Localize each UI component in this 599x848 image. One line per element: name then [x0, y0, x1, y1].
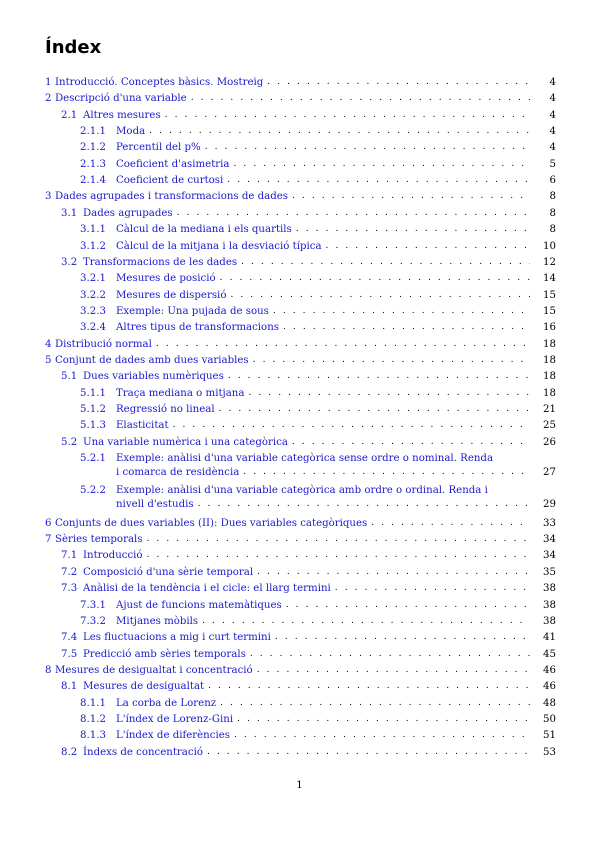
toc-entry-label: Exemple: anàlisi d'una variable categòrica amb ordre o ordinal. Renda i: [116, 485, 488, 497]
toc-entry-label: Introducció. Conceptes bàsics. Mostreig: [55, 77, 264, 88]
toc-entry-number: 8: [45, 664, 52, 676]
toc-entry-continuation[interactable]: [116, 495, 556, 511]
toc-entry-label: Dades agrupades: [83, 207, 173, 219]
toc-entry-number: 7.2: [61, 566, 78, 578]
toc-entry-number: 2.1.2: [80, 142, 106, 154]
toc-entry[interactable]: [45, 335, 556, 351]
toc-entry-label: Les fluctuacions a mig i curt termini: [83, 632, 271, 644]
toc-dot-leader: [149, 125, 530, 138]
toc-entry-number: 5.1: [61, 371, 78, 383]
toc-dot-leader: [220, 272, 530, 285]
toc-entry-label-continued: nivell d'estudis: [116, 498, 194, 510]
toc-entry-continuation[interactable]: [116, 463, 556, 479]
toc-entry-number: 3.2.3: [80, 305, 106, 317]
toc-entry-number: 7.3: [61, 583, 78, 595]
toc-entry-label: Descripció d'una variable: [55, 93, 187, 105]
toc-entry-number: 2.1.4: [80, 175, 106, 187]
toc-dot-leader: [165, 109, 530, 122]
toc-entry-label: Conjunts de dues variables (II): Dues variables categòriques: [55, 517, 368, 529]
toc-entry-label: Conjunt de dades amb dues variables: [55, 354, 249, 366]
toc-dot-leader: [283, 321, 530, 334]
toc-entry[interactable]: [80, 269, 556, 285]
toc-entry-number: 7.5: [61, 648, 78, 660]
toc-entry-page: 53: [543, 746, 556, 758]
toc-entry-number: 2.1: [61, 109, 78, 121]
toc-entry[interactable]: [45, 89, 556, 105]
toc-entry-page: 18: [543, 387, 556, 399]
toc-entry-number: 7.3.1: [80, 599, 106, 611]
toc-entry-number: 5.2.1: [80, 453, 106, 465]
toc-entry-label: Altres tipus de transformacions: [116, 322, 279, 334]
toc-dot-leader: [234, 158, 530, 171]
toc-dot-leader: [205, 141, 530, 154]
toc-entry-page: 46: [543, 681, 556, 693]
toc-entry-page: 25: [543, 420, 556, 432]
toc-entry-number: 3: [45, 191, 52, 203]
toc-entry-page: 35: [543, 566, 556, 578]
toc-entry-label: Mesures de dispersió: [116, 289, 227, 301]
toc-entry-number: 5.1.2: [80, 404, 106, 415]
toc-entry[interactable]: [61, 204, 556, 220]
toc-entry-page: 8: [549, 207, 556, 219]
toc-entry-page: 48: [543, 697, 556, 709]
toc-entry-number: 8.1: [61, 681, 78, 693]
toc-entry-page: 18: [543, 354, 556, 366]
toc-entry-label: Dues variables numèriques: [83, 371, 224, 383]
toc-entry[interactable]: [80, 612, 556, 628]
toc-entry[interactable]: [61, 628, 556, 644]
toc-entry-label: Traça mediana o mitjana: [116, 387, 245, 399]
toc-entry-label: Ajust de funcions matemàtiques: [116, 599, 282, 611]
toc-entry-label: Altres mesures: [83, 109, 161, 121]
toc-dot-leader: [296, 223, 530, 236]
toc-entry[interactable]: [80, 710, 556, 726]
toc-dot-leader: [208, 680, 530, 693]
toc-entry-number: 4: [45, 338, 52, 350]
toc-entry-number: 2: [45, 93, 52, 105]
toc-entry[interactable]: [80, 694, 556, 710]
toc-entry[interactable]: [45, 73, 556, 89]
toc-entry-label: Coeficient d'asimetria: [116, 158, 230, 170]
toc-entry-label: Mesures de posició: [116, 273, 216, 285]
toc-entry-page: 34: [543, 550, 556, 562]
toc-dot-leader: [177, 207, 530, 220]
toc-entry[interactable]: [45, 187, 556, 203]
toc-entry[interactable]: [61, 367, 556, 383]
toc-entry-page: 51: [543, 730, 556, 742]
toc-entry[interactable]: [80, 237, 556, 253]
toc-entry-number: 2.1.1: [80, 126, 106, 138]
toc-dot-leader: [267, 76, 530, 89]
toc-dot-leader: [275, 631, 530, 644]
toc-entry[interactable]: [45, 530, 556, 546]
toc-dot-leader: [248, 387, 530, 400]
toc-entry-number: 8.2: [61, 746, 78, 758]
toc-entry-label: Anàlisi de la tendència i el cicle: el llarg termini: [83, 583, 331, 595]
toc-dot-leader: [191, 92, 530, 105]
toc-entry[interactable]: [45, 661, 556, 677]
toc-entry-label: Mesures de desigualtat i concentració: [55, 664, 253, 676]
toc-entry-page: 6: [549, 175, 556, 187]
toc-entry-number: 3.2.1: [80, 273, 106, 285]
toc-entry-number: 8.1.3: [80, 730, 106, 742]
toc-entry-page: 4: [549, 142, 556, 154]
toc-dot-leader: [230, 289, 530, 302]
toc-entry-number: 2.1.3: [80, 158, 106, 170]
toc-dot-leader: [253, 354, 530, 367]
toc-entry[interactable]: [61, 743, 556, 759]
toc-entry-page: 38: [543, 599, 556, 611]
toc-dot-leader: [371, 517, 530, 530]
toc-entry-page: 4: [549, 93, 556, 105]
toc-entry-label: Regressió no lineal: [116, 404, 215, 415]
toc-entry-label: Mesures de desigualtat: [83, 681, 205, 693]
toc-entry[interactable]: [61, 253, 556, 269]
toc-dot-leader: [147, 549, 530, 562]
toc-entry-number: 3.2.2: [80, 289, 106, 301]
toc-entry[interactable]: [80, 171, 556, 187]
toc-entry[interactable]: [61, 645, 556, 661]
toc-dot-leader: [292, 436, 530, 449]
toc-entry-page: 38: [543, 583, 556, 595]
toc-entry-number: 5: [45, 354, 52, 366]
toc-entry-page: 4: [549, 126, 556, 138]
toc-entry-page: 29: [543, 498, 556, 510]
toc-entry-label: Dades agrupades i transformacions de dades: [55, 191, 289, 203]
toc-entry-label: Càlcul de la mediana i els quartils: [116, 224, 292, 236]
toc-entry-page: 21: [543, 404, 556, 415]
toc-dot-leader: [198, 498, 530, 511]
toc-entry[interactable]: [80, 726, 556, 742]
toc-dot-leader: [207, 746, 530, 759]
toc-entry-number: 5.1.1: [80, 387, 106, 399]
toc-entry-label: Introducció: [83, 550, 143, 562]
toc-entry[interactable]: [80, 302, 556, 318]
toc-entry[interactable]: [80, 596, 556, 612]
toc-entry-page: 5: [549, 158, 556, 170]
toc-entry[interactable]: [61, 579, 556, 595]
toc-entry-number: 3.1.1: [80, 224, 106, 236]
toc-entry-page: 34: [543, 534, 556, 546]
toc-entry-page: 33: [543, 517, 556, 529]
toc-entry-number: 5.2.2: [80, 485, 106, 497]
toc-dot-leader: [156, 338, 530, 351]
toc-entry[interactable]: [80, 155, 556, 171]
toc-dot-leader: [292, 190, 530, 203]
page-number: 1: [296, 780, 303, 791]
toc-entry-page: 46: [543, 664, 556, 676]
toc-dot-leader: [250, 648, 530, 661]
toc-entry-label: Coeficient de curtosi: [116, 175, 224, 187]
toc-entry-page: 41: [543, 632, 556, 644]
toc-dot-leader: [219, 403, 530, 416]
toc-entry-number: 3.1.2: [80, 240, 106, 252]
toc-entry-label: L'índex de diferències: [116, 730, 230, 742]
toc-entry-page: 8: [549, 191, 556, 203]
toc-entry-label: Transformacions de les dades: [83, 256, 238, 268]
toc-entry[interactable]: [61, 106, 556, 122]
toc-entry[interactable]: [80, 122, 556, 138]
toc-dot-leader: [228, 370, 530, 383]
toc-entry-page: 50: [543, 713, 556, 725]
toc-entry[interactable]: [80, 286, 556, 302]
toc-entry-number: 5.1.3: [80, 420, 106, 432]
toc-entry-page: 4: [549, 77, 556, 88]
toc-dot-leader: [227, 174, 530, 187]
toc-entry[interactable]: [61, 563, 556, 579]
toc-entry-number: 7.3.2: [80, 615, 106, 627]
toc-entry-number: 3.2.4: [80, 322, 106, 334]
toc-dot-leader: [237, 713, 530, 726]
toc-entry[interactable]: [80, 416, 556, 432]
toc-entry-page: 16: [543, 322, 556, 334]
toc-entry-page: 18: [543, 371, 556, 383]
toc-entry[interactable]: [45, 514, 556, 530]
toc-entry-page: 10: [543, 240, 556, 252]
toc-entry-page: 15: [543, 289, 556, 301]
toc-dot-leader: [241, 256, 530, 269]
page-title: Índex: [45, 37, 102, 58]
toc-entry-page: 8: [549, 224, 556, 236]
toc-entry-label: Composició d'una sèrie temporal: [83, 566, 254, 578]
toc-dot-leader: [286, 599, 530, 612]
toc-dot-leader: [273, 305, 530, 318]
toc-dot-leader: [257, 566, 530, 579]
toc-entry-number: 3.2: [61, 256, 78, 268]
toc-entry-label: Exemple: anàlisi d'una variable categòrica sense ordre o nominal. Renda: [116, 453, 494, 465]
toc-entry[interactable]: [80, 138, 556, 154]
toc-entry-page: 45: [543, 648, 556, 660]
toc-entry-label-continued: i comarca de residència: [116, 466, 240, 478]
toc-entry[interactable]: [80, 220, 556, 236]
toc-entry-label: Índexs de concentració: [83, 746, 203, 758]
toc-entry-page: 15: [543, 305, 556, 317]
toc-dot-leader: [257, 664, 530, 677]
toc-entry-page: 26: [543, 436, 556, 448]
toc-dot-leader: [173, 419, 530, 432]
toc-entry-page: 18: [543, 338, 556, 350]
toc-entry[interactable]: [61, 677, 556, 693]
toc-entry-page: 14: [543, 273, 556, 285]
toc-entry-label: L'índex de Lorenz-Gini: [116, 713, 234, 725]
toc-entry-label: Distribució normal: [55, 338, 152, 350]
toc-entry[interactable]: [61, 546, 556, 562]
toc-entry[interactable]: [45, 351, 556, 367]
toc-entry-page: 12: [543, 256, 556, 268]
toc-dot-leader: [220, 697, 530, 710]
toc-entry-number: 3.1: [61, 207, 78, 219]
toc-entry[interactable]: [80, 400, 556, 416]
toc-entry-label: Elasticitat: [116, 420, 169, 432]
toc-entry-number: 8.1.2: [80, 713, 106, 725]
toc-entry-number: 7: [45, 534, 52, 546]
toc-entry-number: 6: [45, 517, 52, 529]
toc-entry-label: Moda: [116, 126, 146, 138]
toc-dot-leader: [147, 533, 531, 546]
toc-entry-label: Predicció amb sèries temporals: [83, 648, 246, 660]
toc-dot-leader: [335, 582, 530, 595]
toc-entry-label: Càlcul de la mitjana i la desviació típica: [116, 240, 322, 252]
toc-entry[interactable]: [80, 318, 556, 334]
toc-entry-number: 7.1: [61, 550, 78, 562]
toc-entry-number: 7.4: [61, 632, 78, 644]
toc-dot-leader: [326, 240, 530, 253]
toc-entry-number: 5.2: [61, 436, 78, 448]
toc-entry-page: 38: [543, 615, 556, 627]
toc-entry-label: La corba de Lorenz: [116, 697, 217, 709]
toc-dot-leader: [234, 729, 530, 742]
toc-entry[interactable]: [61, 433, 556, 449]
toc-dot-leader: [202, 615, 530, 628]
toc-entry-label: Mitjanes mòbils: [116, 615, 199, 627]
toc-entry-page: 27: [543, 466, 556, 478]
toc-entry-label: Exemple: Una pujada de sous: [116, 305, 269, 317]
toc-entry-label: Una variable numèrica i una categòrica: [83, 436, 288, 448]
toc-entry[interactable]: [80, 384, 556, 400]
toc-entry-number: 1: [45, 77, 52, 88]
toc-dot-leader: [243, 466, 530, 479]
toc-entry-number: 8.1.1: [80, 697, 106, 709]
toc-entry-page: 4: [549, 109, 556, 121]
toc-entry-label: Percentil del p%: [116, 142, 201, 154]
toc-entry-label: Sèries temporals: [55, 534, 143, 546]
